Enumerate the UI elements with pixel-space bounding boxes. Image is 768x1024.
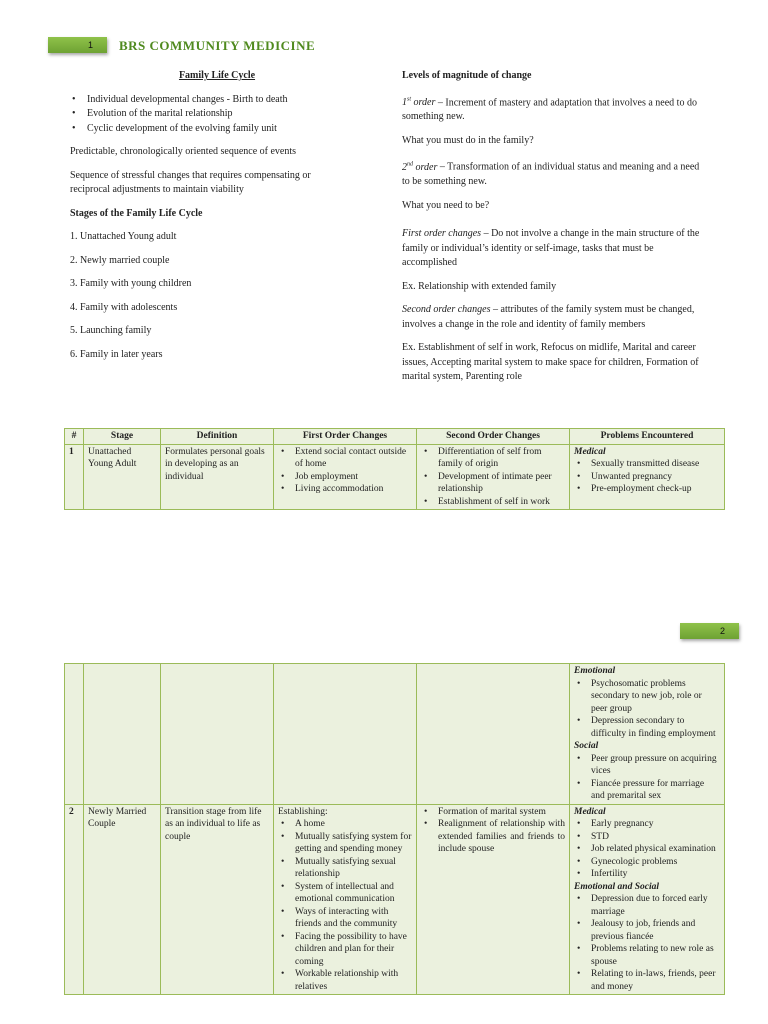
page-number: 1 [87,40,93,50]
row-number: 1 [65,444,84,510]
page-number-tab [48,37,107,53]
list-item: • Gynecologic problems [574,856,720,869]
column-header: First Order Changes [274,429,417,445]
list-item: • Development of intimate peer relationship [421,471,565,496]
page-number: 2 [719,626,725,636]
table-row [65,664,725,805]
page-number-tab [680,623,739,639]
example: Ex. Relationship with extended family [402,280,557,292]
second-order-cell [417,444,570,510]
first-order-changes-paragraph: First order changes – Do not involve a change in the main structure of the family or individual’s identity or self-image, tasks that must be accomplished [402,228,700,269]
establishing-label: Establishing: [278,806,328,817]
stages-table [64,428,725,510]
list-item: • Job related physical examination [574,843,720,856]
question: What you need to be? [402,199,490,211]
list-item: • Early pregnancy [574,818,720,831]
list-item: • Pre-employment check-up [574,483,720,496]
column-header: Definition [161,429,274,445]
list-item: • Mutually satisfying sexual relationship [278,856,412,881]
levels-heading: Levels of magnitude of change [402,70,532,81]
stage-item: 2. Newly married couple [70,254,170,266]
column-header: Stage [84,429,161,445]
second-order-paragraph: 2nd order – Transformation of an individual status and meaning and a need to be something new. [402,161,700,188]
list-item: • Infertility [574,868,720,881]
list-item: • A home [278,818,412,831]
first-order-cell [274,444,417,510]
list-item: • Facing the possibility to have children and plan for their coming [278,931,412,969]
list-item: • Psychosomatic problems secondary to new job, role or peer group [574,678,720,716]
stage-item: 3. Family with young children [70,278,192,289]
list-item: • Mutually satisfying system for getting and spending money [278,831,412,856]
table-header-row [65,429,725,445]
list-item: • Establishment of self in work [421,496,565,509]
emotional-social-label: Emotional and Social [574,881,659,892]
family-life-cycle-heading: Family Life Cycle [178,70,256,81]
social-label: Social [574,741,599,751]
column-header: # [65,429,84,445]
list-item: • Living accommodation [278,483,412,496]
problems-cell [570,664,725,805]
list-item: • Unwanted pregnancy [574,471,720,484]
stage-item: 1. Unattached Young adult [70,231,177,242]
table-row [65,804,725,995]
list-item: • System of intellectual and emotional communication [278,881,412,906]
first-order-paragraph: 1st order – Increment of mastery and adaptation that involves a need to do something new. [402,96,697,123]
paragraph: Predictable, chronologically oriented sequence of events [70,146,297,157]
list-item: • Depression secondary to difficulty in finding employment [574,715,720,740]
right-column [402,69,702,385]
column-header: Second Order Changes [417,429,570,445]
list-item: • Problems relating to new role as spouse [574,943,720,968]
stage-cell: Newly Married Couple [84,804,161,995]
column-header: Problems Encountered [570,429,725,445]
stage-item: 4. Family with adolescents [70,301,178,313]
list-item: • Ways of interacting with friends and the community [278,906,412,931]
list-item: • Individual developmental changes - Birth to death [70,93,340,108]
definition-cell: Transition stage from life as an individual to life as couple [161,804,274,995]
list-item: • Evolution of the marital relationship [70,107,340,122]
question: What you must do in the family? [402,134,534,146]
stages-table-continued [64,663,725,995]
first-order-cell [274,804,417,995]
emotional-label: Emotional [574,666,616,676]
life-cycle-bullets [70,93,340,137]
problems-cell [570,804,725,995]
document-title: BRS COMMUNITY MEDICINE [119,38,316,53]
list-item: • Extend social contact outside of home [278,446,412,471]
list-item: • Sexually transmitted disease [574,458,720,471]
list-item: • Realignment of relationship with extended families and friends to include spouse [421,818,565,856]
stage-cell: Unattached Young Adult [84,444,161,510]
left-column [70,69,340,362]
definition-cell: Formulates personal goals in developing as an individual [161,444,274,510]
list-item: • Formation of marital system [421,806,565,819]
list-item: • Peer group pressure on acquiring vices [574,753,720,778]
list-item: • Cyclic development of the evolving family unit [70,122,340,137]
list-item: • Jealousy to job, friends and previous fiancée [574,918,720,943]
medical-label: Medical [574,446,606,457]
list-item: • STD [574,831,720,844]
list-item: • Workable relationship with relatives [278,968,412,993]
paragraph: Sequence of stressful changes that requires compensating or reciprocal adjustments to maintain viability [70,169,311,195]
stage-item: 5. Launching family [70,325,152,336]
list-item: • Relating to in-laws, friends, peer and money [574,968,720,993]
table-row [65,444,725,510]
example: Ex. Establishment of self in work, Refocus on midlife, Marital and career issues, Accepting marital system to make space for children, Formation of marital system, Parenting role [402,342,699,383]
second-order-cell [417,804,570,995]
problems-cell [570,444,725,510]
medical-label: Medical [574,806,606,817]
list-item: • Fiancée pressure for marriage and premarital sex [574,778,720,803]
row-number: 2 [65,804,84,995]
second-order-changes-paragraph: Second order changes – attributes of the family system must be changed, involves a change in the role and identity of family members [402,304,695,330]
list-item: • Job employment [278,471,412,484]
stage-item: 6. Family in later years [70,348,163,360]
stages-heading: Stages of the Family Life Cycle [70,207,203,219]
list-item: • Differentiation of self from family of origin [421,446,565,471]
list-item: • Depression due to forced early marriage [574,893,720,918]
